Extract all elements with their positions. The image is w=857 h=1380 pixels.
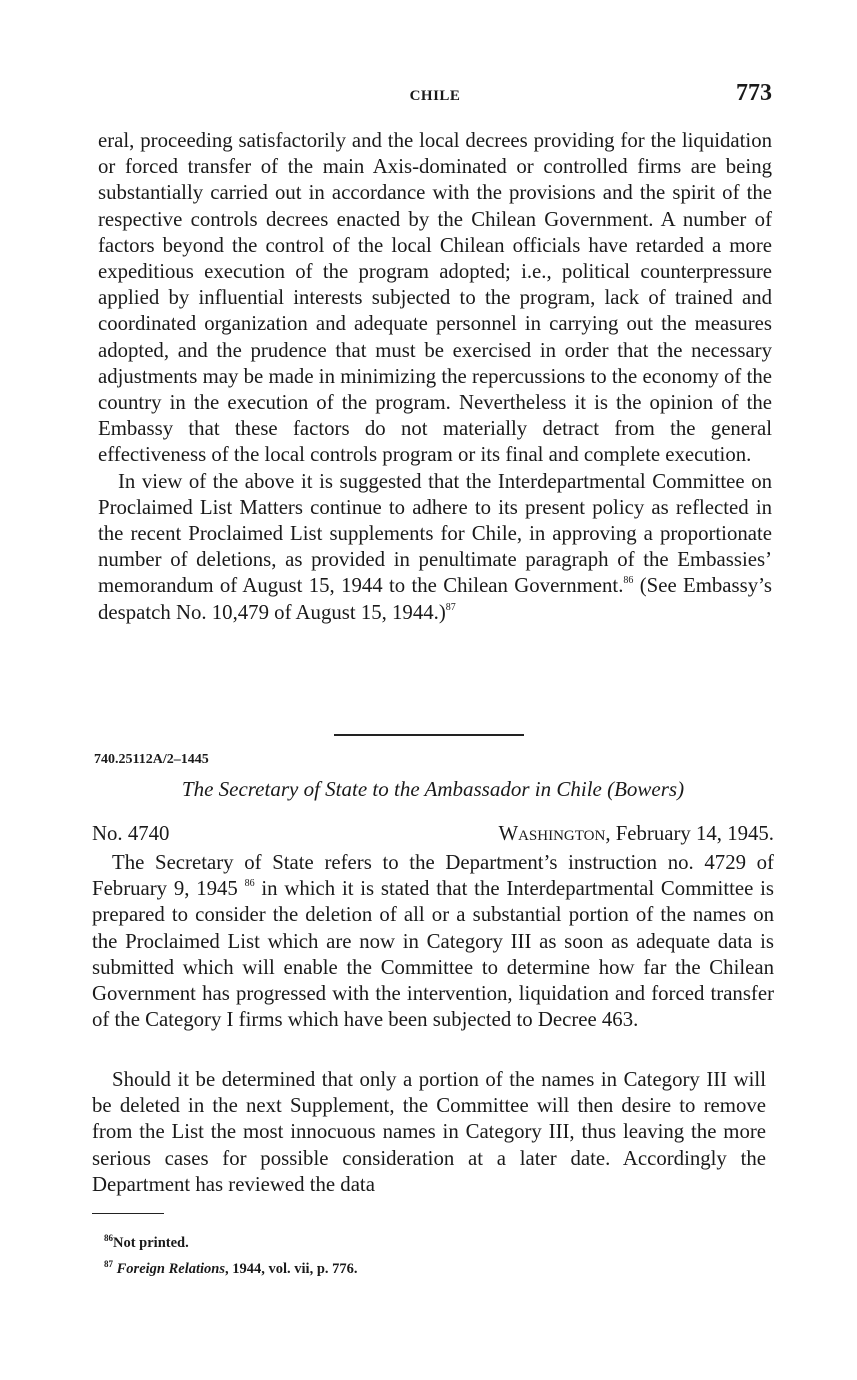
footnote-ref-87: 87 bbox=[445, 601, 456, 613]
paragraph-suggestion-text-a: In view of the above it is suggested that the Interdepartmental Committee on Proclaimed List Matters continue to adhere to its present policy as reflected in the recent Proclaimed List supplements for Chile, in approving a proportionate number of deletions, as provided in penultimate paragraph of the Embassies’ memorandum of August 15, 1944 to the Chilean Government. bbox=[98, 469, 772, 598]
footnote-87-title: Foreign Relations bbox=[116, 1261, 225, 1277]
body-text-bottom bbox=[92, 1067, 766, 1198]
page-header bbox=[98, 80, 772, 114]
paragraph-instruction-text-a: The Secretary of State refers to the Department’s instruction no. 4729 of February 9, 1945 bbox=[92, 851, 774, 901]
footnote-87-text: , 1944, vol. vii, p. 776. bbox=[225, 1261, 358, 1277]
running-head: CHILE bbox=[409, 88, 461, 104]
paragraph-instruction-text-b: in which it is stated that the Interdepartmental Committee is prepared to consider the deletion of all or a substantial portion of the names on the Proclaimed List which are now in Category III as soon as adequate data is submitted which will enable the Committee to determine how far the Chilean Government has progressed with the intervention, liquidation and forced transfer of the Category I firms which have been subjected to Decree 463. bbox=[92, 877, 775, 1032]
paragraph-instruction bbox=[92, 850, 774, 1033]
date: , February 14, 1945. bbox=[605, 822, 774, 845]
footnote-ref-86-b: 86 bbox=[244, 878, 255, 890]
paragraph-continued: eral, proceeding satisfactorily and the local decrees providing for the liquidation or forced transfer of the main Axis-dominated or controlled firms are being substantially carried out in accordance with the provisions and the spirit of the respective controls decrees enacted by the Chilean Government. A number of factors beyond the control of the local Chilean officials have retarded a more expeditious execution of the program adopted; i.e., political counterpressure applied by influential interests subjected to the program, lack of trained and coordinated organization and adequate personnel in carrying out the measures adopted, and the prudence that must be exercised in order that the necessary adjustments may be made in minimizing the repercussions to the economy of the country in the execution of the program. Nevertheless it is the opinion of the Embassy that these factors do not materially detract from the general effectiveness of the local controls program or its final and complete execution. bbox=[98, 129, 772, 467]
page-number: 773 bbox=[736, 80, 772, 106]
footnote-86-mark: 86 bbox=[104, 1233, 113, 1243]
section-divider bbox=[334, 734, 524, 736]
paragraph-category-iii: Should it be determined that only a portion of the names in Category III will be deleted in the next Supplement, the Committee will then desire to remove from the List the most innocuous names in Category III, thus leaving the more serious cases for possible consideration at a later date. Accordingly the Department has reviewed the data bbox=[92, 1068, 766, 1196]
footnote-87-mark: 87 bbox=[104, 1259, 113, 1269]
paragraph-suggestion bbox=[98, 469, 772, 626]
footnote-ref-86: 86 bbox=[623, 575, 634, 587]
file-number: 740.25112A/2–1445 bbox=[94, 752, 209, 767]
footnotes bbox=[104, 1228, 358, 1280]
body-text-top bbox=[98, 128, 772, 626]
document-number: No. 4740 bbox=[92, 822, 170, 845]
footnote-87 bbox=[104, 1254, 358, 1280]
paragraph-suggestion-text-b: (See Embassy’s despatch No. 10,479 of August 15, 1944.) bbox=[98, 574, 772, 624]
document-title: The Secretary of State to the Ambassador in Chile (Bowers) bbox=[181, 777, 685, 801]
body-text-instruction bbox=[92, 850, 774, 1033]
place: Washington bbox=[498, 822, 606, 845]
place-date bbox=[498, 822, 774, 846]
footnote-86-text: Not printed. bbox=[113, 1235, 189, 1251]
footnote-rule bbox=[92, 1213, 164, 1214]
footnote-86 bbox=[104, 1228, 358, 1254]
